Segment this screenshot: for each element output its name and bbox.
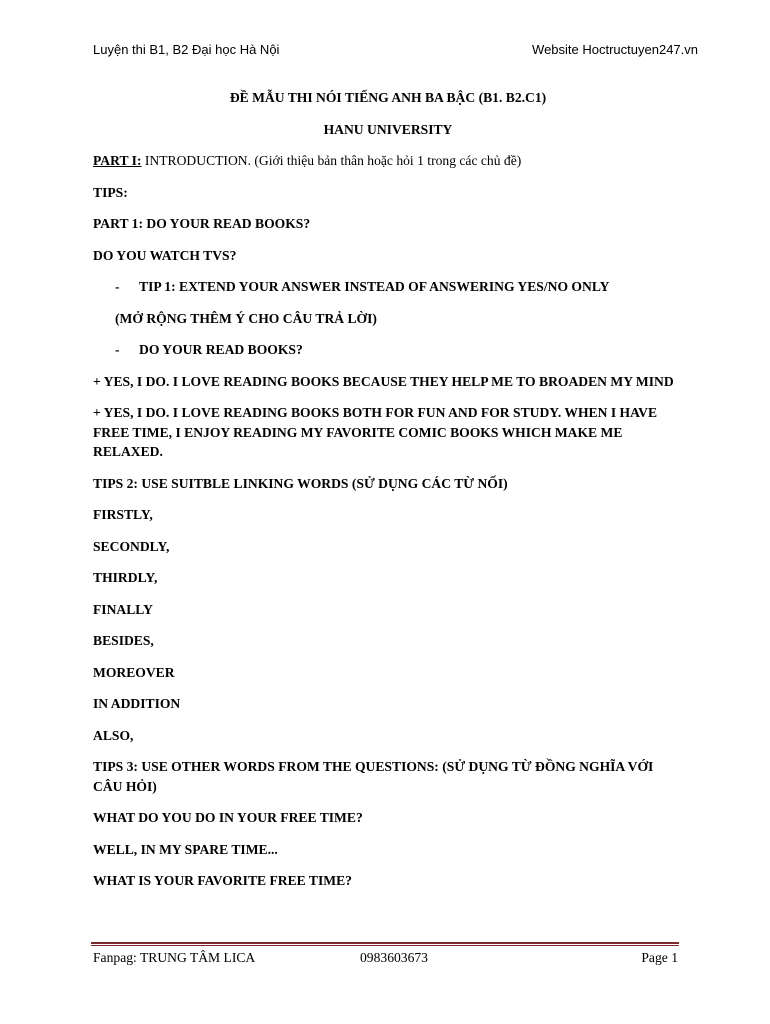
dash-marker: -	[115, 279, 120, 294]
linking-word: FINALLY	[93, 601, 153, 617]
part1-intro	[93, 151, 683, 171]
tip2-heading: TIPS 2: USE SUITBLE LINKING WORDS (SỬ DỤNG CÁC TỪ NỐI)	[93, 475, 508, 491]
footer-page-number: Page 1	[641, 950, 678, 965]
tip1-item	[93, 277, 683, 297]
tip1-text: TIP 1: EXTEND YOUR ANSWER INSTEAD OF ANSWERING YES/NO ONLY	[139, 279, 610, 294]
footer-left: Fanpag: TRUNG TÂM LICA	[93, 950, 256, 965]
linking-word: BESIDES,	[93, 633, 154, 648]
part1-text: INTRODUCTION. (Giới thiệu bản thân hoặc hỏi 1 trong các chủ đề)	[141, 153, 522, 168]
header-right: Website Hoctructuyen247.vn	[532, 42, 698, 57]
linking-word: THIRDLY,	[93, 570, 158, 585]
linking-word: MOREOVER	[93, 664, 175, 680]
doc-subtitle: HANU UNIVERSITY	[323, 121, 453, 137]
footer-phone: 0983603673	[360, 950, 428, 965]
tips-heading: TIPS:	[93, 184, 128, 200]
answer-2: + YES, I DO. I LOVE READING BOOKS BOTH FOR FUN AND FOR STUDY. WHEN I HAVE FREE TIME, I ENJOY READING MY FAVORITE COMIC BOOKS WHICH MAKE ME RELAXED.	[93, 405, 658, 459]
part1-label: PART I:	[93, 153, 142, 168]
linking-word: FIRSTLY,	[93, 507, 153, 522]
document-body	[93, 88, 683, 903]
linking-word: ALSO,	[93, 727, 134, 743]
answer-1: + YES, I DO. I LOVE READING BOOKS BECAUSE THEY HELP ME TO BROADEN MY MIND	[93, 373, 674, 389]
question-free-time: WHAT DO YOU DO IN YOUR FREE TIME?	[93, 810, 363, 825]
linking-word: IN ADDITION	[93, 696, 181, 711]
tip3-heading: TIPS 3: USE OTHER WORDS FROM THE QUESTIONS: (SỬ DỤNG TỪ ĐỒNG NGHĨA VỚI CÂU HỎI)	[93, 759, 654, 794]
tip1-vietnamese: (MỞ RỘNG THÊM Ý CHO CÂU TRẢ LỜI)	[115, 310, 377, 326]
answer-spare-time: WELL, IN MY SPARE TIME...	[93, 841, 278, 857]
doc-title: ĐỀ MẪU THI NÓI TIẾNG ANH BA BẬC (B1. B2.C1)	[229, 90, 547, 105]
linking-word: SECONDLY,	[93, 538, 170, 554]
question-favorite-free-time: WHAT IS YOUR FAVORITE FREE TIME?	[93, 873, 352, 888]
question-item	[93, 340, 683, 360]
footer-divider	[91, 942, 679, 946]
question-watch-tv: DO YOU WATCH TVS?	[93, 247, 237, 263]
question-read-books: PART 1: DO YOUR READ BOOKS?	[93, 216, 311, 231]
question-text: DO YOUR READ BOOKS?	[139, 342, 303, 357]
dash-marker: -	[115, 342, 120, 357]
header-left: Luyện thi B1, B2 Đại học Hà Nội	[93, 42, 280, 57]
